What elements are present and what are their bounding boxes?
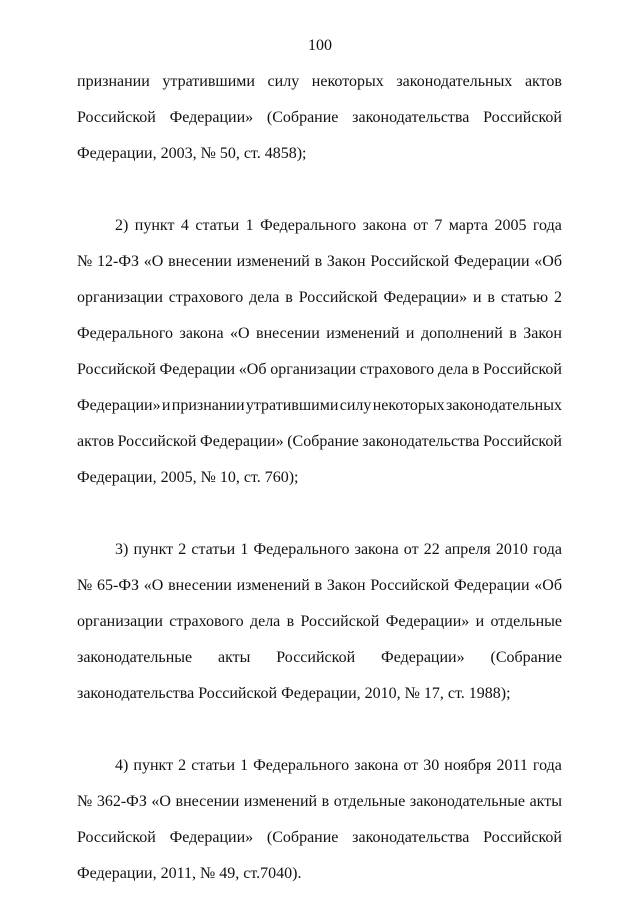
paragraph-gap [77, 720, 562, 756]
word: «Об [534, 577, 562, 594]
text-line [77, 792, 562, 828]
word: статьи [191, 541, 236, 558]
word: 30 [423, 757, 440, 774]
word: и [161, 397, 171, 414]
word: Российской [483, 361, 562, 378]
word: силу [267, 73, 300, 90]
word: Российской [117, 433, 197, 450]
paragraph-1 [77, 72, 562, 180]
word: в [471, 361, 480, 378]
word: страхового [168, 289, 244, 306]
word: актов [77, 433, 114, 450]
word: внесении [168, 577, 232, 594]
word: в [321, 793, 330, 810]
word: Федерации» [169, 109, 254, 126]
word: Российской [483, 433, 562, 450]
word: 22 [423, 541, 440, 558]
word: от [403, 541, 419, 558]
word: 1 [240, 757, 249, 774]
word: (Собрание [287, 433, 359, 450]
text-line [77, 396, 562, 432]
word: Федерального [260, 217, 357, 234]
word: 2011 [496, 757, 528, 774]
word: года [532, 541, 562, 558]
word: Российской [370, 577, 450, 594]
text-line [77, 72, 562, 108]
word: организации [77, 289, 163, 306]
paragraph-4 [77, 756, 562, 900]
word: закона [354, 757, 399, 774]
word: Федерации [159, 361, 236, 378]
word: Российской [298, 289, 378, 306]
text-line: Федерации, 2003, № 50, ст. 4858); [77, 145, 307, 162]
word: законодательства [352, 829, 470, 846]
word: 3) [115, 541, 129, 558]
word: законодательства [352, 109, 470, 126]
word: изменений [236, 577, 310, 594]
word: Федерации» [383, 289, 468, 306]
word: статьи [191, 757, 236, 774]
word: от [413, 217, 428, 234]
word: дела [249, 289, 280, 306]
word: Российской [370, 253, 450, 270]
word: 4 [180, 217, 189, 234]
word: Федерации» [381, 649, 465, 666]
word: закона [179, 325, 224, 342]
page-number: 100 [308, 37, 332, 54]
word: 2) [115, 217, 129, 234]
word: в [487, 289, 495, 306]
word: законодательные [77, 649, 193, 666]
word: (Собрание [266, 829, 339, 846]
word: 362-ФЗ [96, 793, 147, 810]
word: 2 [553, 289, 562, 306]
word: Закон [326, 253, 366, 270]
word: 4) [115, 757, 129, 774]
word: утратившими [245, 397, 339, 414]
word: изменений [326, 325, 400, 342]
text-line: Федерации, 2011, № 49, ст.7040). [77, 865, 302, 882]
word: Российской [77, 829, 156, 846]
word: страхового [359, 361, 435, 378]
word: акты [218, 649, 251, 666]
word: «О [143, 577, 164, 594]
word: 2 [178, 757, 187, 774]
word: апреля [444, 541, 491, 558]
word: и [472, 289, 482, 306]
word: в [314, 577, 323, 594]
word: акты [529, 793, 562, 810]
word: ноября [444, 757, 492, 774]
word: № [77, 793, 93, 810]
word: статью [500, 289, 549, 306]
word: «Об [534, 253, 562, 270]
word: 12-ФЗ [97, 253, 140, 270]
word: «О [143, 253, 164, 270]
text-line [77, 612, 562, 648]
word: «О [151, 793, 171, 810]
word: Федерального [77, 325, 174, 342]
text-line [77, 360, 562, 396]
word: Российской [276, 649, 356, 666]
text-line [77, 216, 562, 252]
word: 65-ФЗ [97, 577, 140, 594]
word: внесении [175, 793, 240, 810]
document-body [77, 72, 562, 900]
word: отдельные [333, 793, 406, 810]
text-line [77, 324, 562, 360]
text-line [77, 108, 562, 144]
word: «Об [238, 361, 267, 378]
word: и [405, 325, 415, 342]
word: № [77, 253, 93, 270]
word: актов [524, 73, 562, 90]
word: в [509, 325, 517, 342]
word: Федерации» [200, 433, 284, 450]
paragraph-2 [77, 216, 562, 504]
text-line [77, 252, 562, 288]
word: признании [171, 397, 245, 414]
paragraph-gap [77, 180, 562, 216]
text-line [77, 756, 562, 792]
word: дополнений [420, 325, 503, 342]
word: внесении [256, 325, 320, 342]
word: Федерации [453, 253, 530, 270]
word: признании [77, 73, 150, 90]
word: некоторых [372, 397, 445, 414]
word: Федерации» [77, 397, 161, 414]
word: Закон [523, 325, 562, 342]
word: дела [437, 361, 469, 378]
word: Федерального [253, 541, 350, 558]
word: Федерального [253, 757, 350, 774]
word: Российской [300, 613, 380, 630]
word: дела [249, 613, 281, 630]
word: 1 [240, 541, 249, 558]
word: Российской [77, 109, 156, 126]
word: внесении [168, 253, 232, 270]
word: законодательства [362, 433, 480, 450]
word: года [532, 757, 562, 774]
word: в [286, 613, 295, 630]
word: изменений [243, 793, 318, 810]
word: пункт [134, 217, 175, 234]
word: от [403, 757, 419, 774]
text-line [77, 540, 562, 576]
word: организации [77, 613, 163, 630]
word: утратившими [162, 73, 255, 90]
word: 2005 [494, 217, 527, 234]
text-line [77, 648, 562, 684]
word: пункт [133, 757, 174, 774]
text-line [77, 432, 562, 468]
word: «О [230, 325, 250, 342]
word: силу [339, 397, 372, 414]
word: статьи [195, 217, 240, 234]
word: страхового [169, 613, 244, 630]
text-line: Федерации, 2005, № 10, ст. 760); [77, 469, 299, 486]
word: пункт [133, 541, 174, 558]
word: Российской [483, 109, 562, 126]
paragraph-3 [77, 540, 562, 720]
word: законодательных [445, 397, 562, 414]
word: Федерации» [385, 613, 470, 630]
word: Российской [483, 829, 562, 846]
word: (Собрание [266, 109, 339, 126]
word: некоторых [311, 73, 384, 90]
word: отдельные [490, 613, 562, 630]
word: и [475, 613, 485, 630]
word: закона [362, 217, 407, 234]
word: изменений [236, 253, 310, 270]
word: закона [354, 541, 399, 558]
word: в [314, 253, 323, 270]
word: Закон [326, 577, 366, 594]
word: марта [448, 217, 488, 234]
word: Федерации [453, 577, 530, 594]
word: Федерации» [169, 829, 254, 846]
text-line [77, 576, 562, 612]
paragraph-gap [77, 504, 562, 540]
word: законодательных [396, 73, 513, 90]
text-line [77, 288, 562, 324]
word: организации [270, 361, 357, 378]
text-line [77, 828, 562, 864]
word: в [285, 289, 293, 306]
word: № [77, 577, 93, 594]
word: Российской [77, 361, 156, 378]
word: 2 [178, 541, 187, 558]
word: законодательные [409, 793, 525, 810]
word: 2010 [495, 541, 528, 558]
text-line: законодательства Российской Федерации, 2010, № 17, ст. 1988); [77, 685, 511, 702]
word: года [532, 217, 562, 234]
word: 1 [245, 217, 254, 234]
word: 7 [434, 217, 443, 234]
word: (Собрание [490, 649, 562, 666]
